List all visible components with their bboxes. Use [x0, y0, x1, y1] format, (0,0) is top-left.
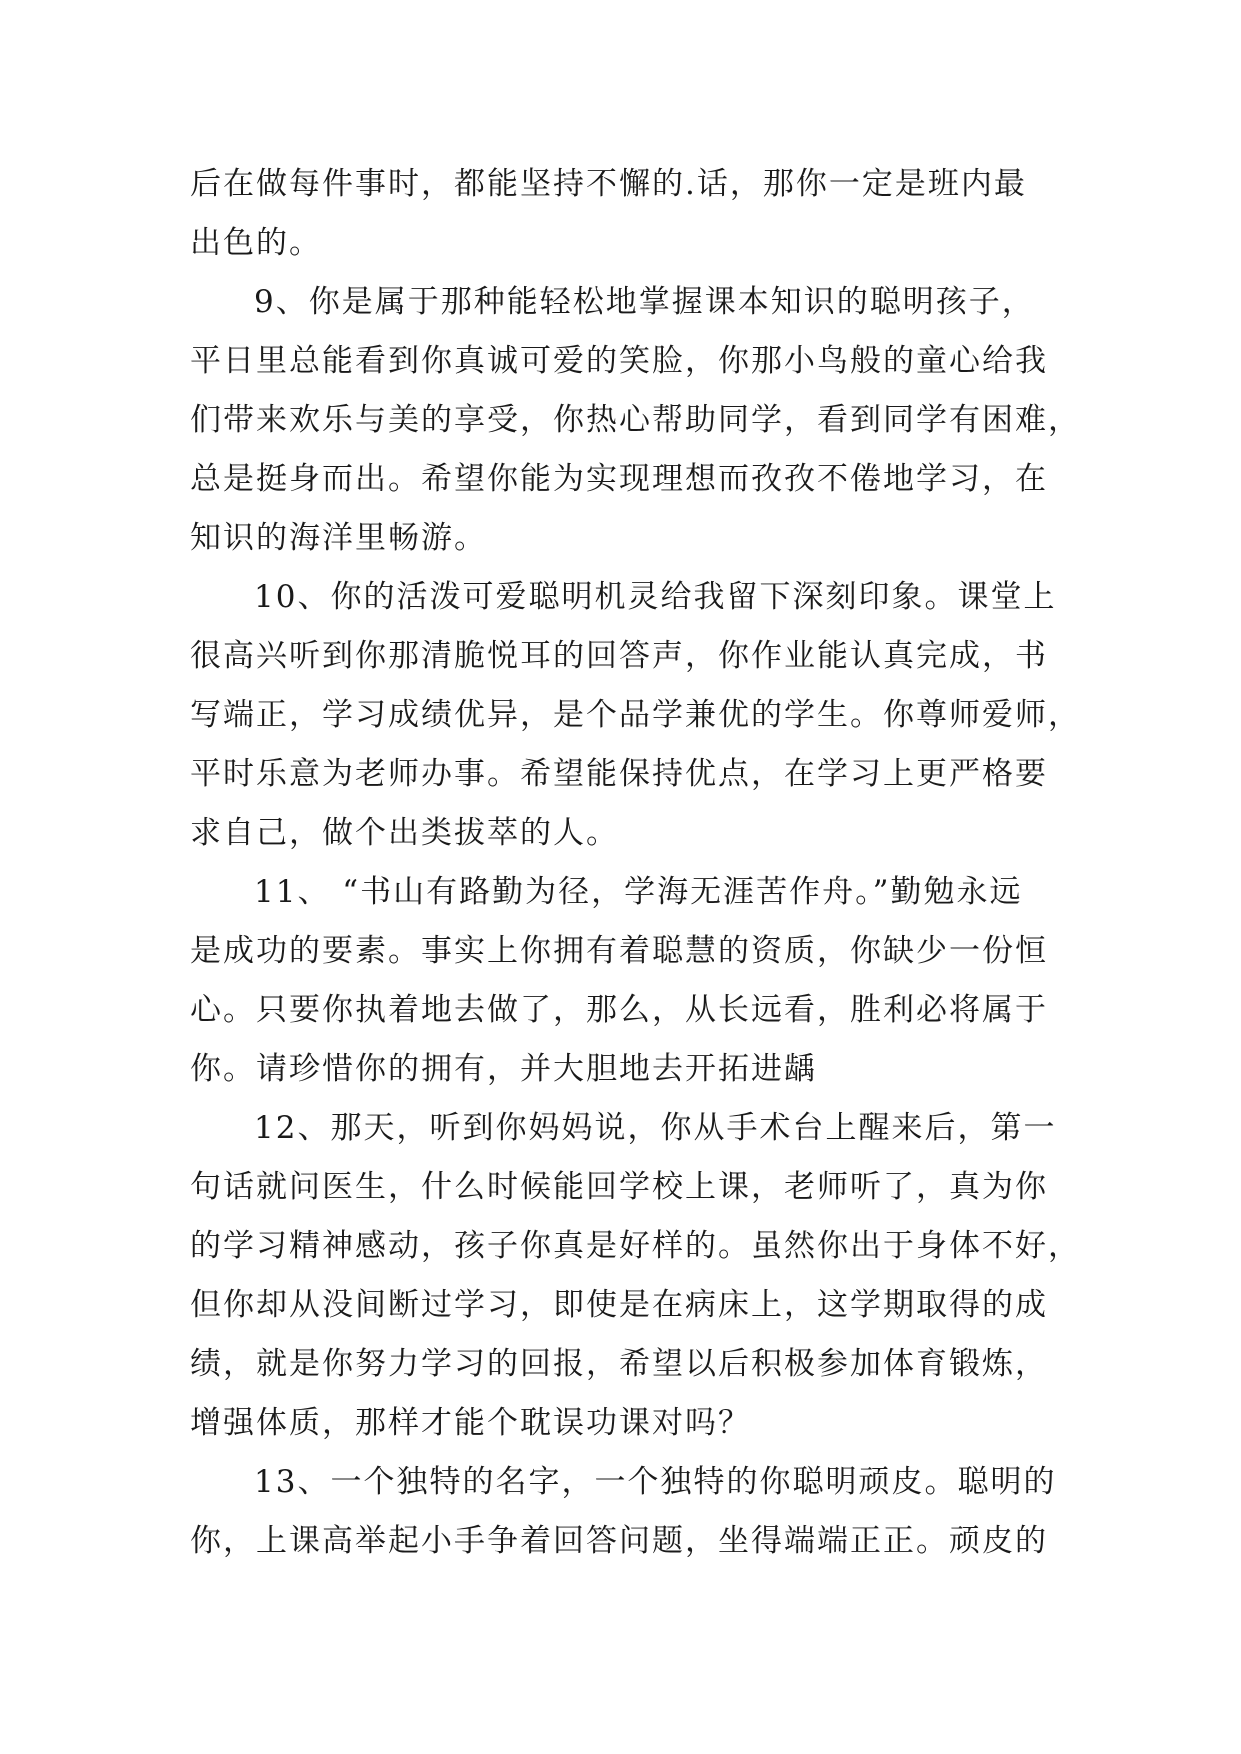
text-line: 后在做每件事时，都能坚持不懈的.话，那你一定是班内最 [190, 166, 1027, 202]
text-line: 是成功的要素。事实上你拥有着聪慧的资质，你缺少一份恒 [190, 933, 1048, 969]
text-line: 的学习精神感动，孩子你真是好样的。虽然你出于身体不好， [190, 1228, 1081, 1264]
text-line: 绩，就是你努力学习的回报，希望以后积极参加体育锻炼， [190, 1346, 1048, 1382]
text-line: 求自己，做个出类拔萃的人。 [190, 815, 619, 851]
text-line: 很高兴听到你那清脆悦耳的回答声，你作业能认真完成，书 [190, 638, 1048, 674]
paragraph-continued [190, 155, 1050, 273]
text-line: 你。请珍惜你的拥有，并大胆地去开拓进龋 [190, 1051, 817, 1087]
paragraph-item-10 [190, 568, 1081, 863]
text-line: 9、你是属于那种能轻松地掌握课本知识的聪明孩子， [254, 284, 1035, 320]
text-line: 们带来欢乐与美的享受，你热心帮助同学，看到同学有困难， [190, 402, 1081, 438]
paragraph-item-11 [190, 863, 1050, 1099]
text-line: 但你却从没间断过学习，即使是在病床上，这学期取得的成 [190, 1287, 1048, 1323]
document-body [190, 155, 1081, 1571]
text-line: 13、一个独特的名字，一个独特的你聪明顽皮。聪明的 [254, 1464, 1057, 1500]
text-line: 11、 “书山有路勤为径，学海无涯苦作舟。”勤勉永远 [254, 874, 1023, 910]
text-line: 平日里总能看到你真诚可爱的笑脸，你那小鸟般的童心给我 [190, 343, 1048, 379]
text-line: 总是挺身而出。希望你能为实现理想而孜孜不倦地学习，在 [190, 461, 1048, 497]
paragraph-item-13 [190, 1453, 1057, 1571]
text-line: 平时乐意为老师办事。希望能保持优点，在学习上更严格要 [190, 756, 1048, 792]
text-line: 写端正，学习成绩优异，是个品学兼优的学生。你尊师爱师， [190, 697, 1081, 733]
text-line: 你，上课高举起小手争着回答问题，坐得端端正正。顽皮的 [190, 1523, 1048, 1559]
text-line: 增强体质，那样才能个耽误功课对吗？ [190, 1405, 751, 1441]
paragraph-item-9 [190, 273, 1081, 568]
text-line: 句话就问医生，什么时候能回学校上课，老师听了，真为你 [190, 1169, 1048, 1205]
text-line: 出色的。 [190, 225, 322, 261]
text-line: 10、你的活泼可爱聪明机灵给我留下深刻印象。课堂上 [254, 579, 1057, 615]
text-line: 12、那天，听到你妈妈说，你从手术台上醒来后，第一 [254, 1110, 1057, 1146]
text-line: 知识的海洋里畅游。 [190, 520, 487, 556]
paragraph-item-12 [190, 1099, 1081, 1453]
text-line: 心。只要你执着地去做了，那么，从长远看，胜利必将属于 [190, 992, 1048, 1028]
